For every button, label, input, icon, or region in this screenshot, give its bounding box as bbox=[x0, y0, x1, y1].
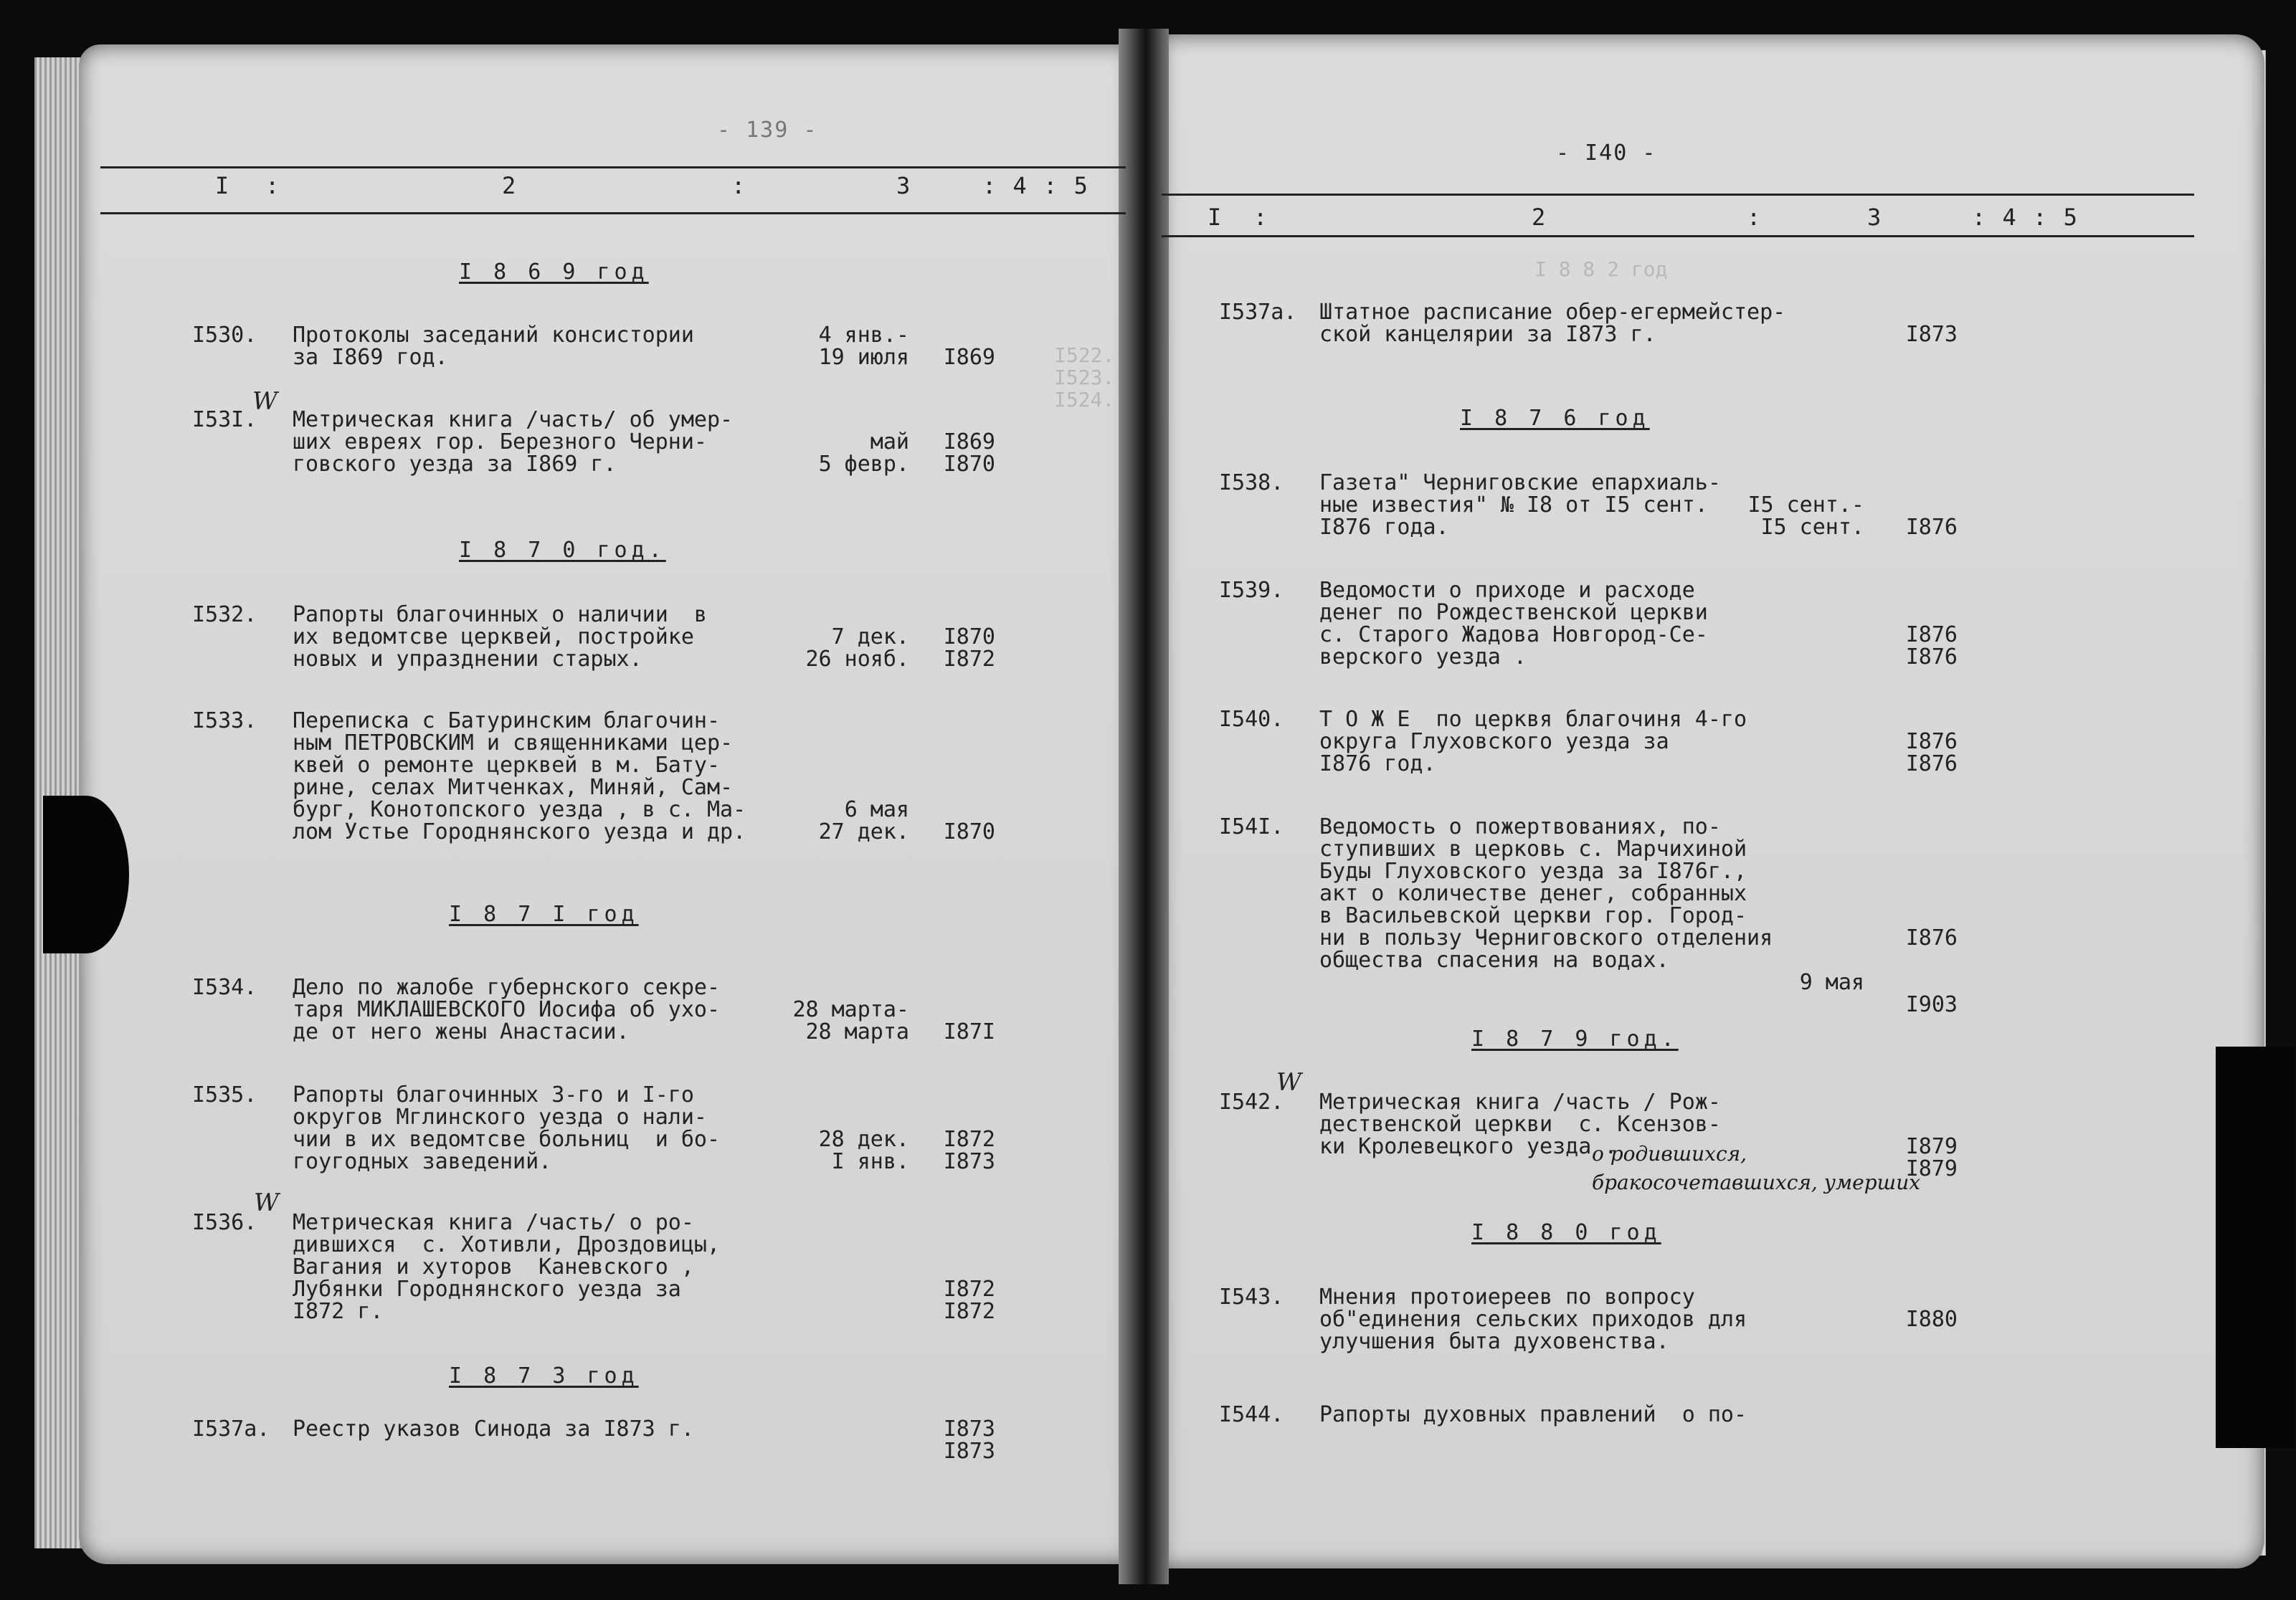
year-heading-1879: I 8 7 9 год. bbox=[1471, 1027, 1679, 1052]
entry-years: I873 bbox=[1905, 322, 1958, 347]
entry-1533 bbox=[192, 710, 995, 846]
entry-1532 bbox=[192, 604, 995, 675]
bleed-through-right: I 8 8 2 год bbox=[1534, 257, 1668, 281]
year-heading-1873: I 8 7 3 год bbox=[449, 1363, 639, 1389]
entry-description: Метрическая книга /часть / Рож- дественской церкви с. Ксензов- ки Кролевецкого уезда . bbox=[1319, 1090, 1721, 1159]
left-sep1: : bbox=[265, 172, 281, 199]
entry-number: I530. bbox=[192, 323, 257, 348]
entry-description: Ведомость о пожертвованиях, по- ступивших в церковь с. Марчихиной Буды Глуховского уезда за I876г., акт о количестве денег, собранных в Васильевской церкви гор. Город- ни в пользу Черниговского отделения общества спасения на водах. bbox=[1319, 814, 1773, 973]
entry-number: I532. bbox=[192, 602, 257, 627]
entry-number: I537а. bbox=[192, 1416, 270, 1442]
left-col3-header: 3 bbox=[896, 172, 912, 199]
entry-number: I539. bbox=[1219, 578, 1284, 603]
entry-description: Мнения протоиереев по вопросу об"единения сельских приходов для улучшения быта духовенства. bbox=[1319, 1285, 1747, 1354]
entry-years: I880 bbox=[1905, 1307, 1958, 1332]
entry-description: Т О Ж Е по церквя благочиня 4-го округа Глуховского уезда за I876 год. bbox=[1319, 707, 1747, 776]
entry-description: Реестр указов Синода за I873 г. bbox=[293, 1416, 694, 1442]
check-mark: W bbox=[252, 387, 277, 416]
entry-1537a-left bbox=[192, 1418, 995, 1468]
entry-number: I536. bbox=[192, 1210, 257, 1235]
entry-description: Дело по жалобе губернского секре- таря МИКЛАШЕВСКОГО Иосифа об ухо- де от него жены Анастасии. bbox=[293, 975, 721, 1044]
left-col1-header: I bbox=[215, 172, 231, 199]
entry-dates: май 5 февр. bbox=[818, 429, 909, 477]
entry-description: Ведомости о приходе и расходе денег по Рождественской церкви с. Старого Жадова Новгород-Се- верского уезда . bbox=[1319, 578, 1708, 670]
entry-dates: 4 янв.- 19 июля bbox=[818, 323, 909, 370]
right-sep1: : bbox=[1253, 204, 1269, 231]
right-col45-header: : 4 : 5 bbox=[1972, 204, 2079, 231]
entry-1536 bbox=[192, 1211, 995, 1326]
entry-number: I540. bbox=[1219, 707, 1284, 732]
year-heading-1870: I 8 7 0 год. bbox=[459, 538, 666, 563]
entry-dates: 9 мая bbox=[1799, 970, 1864, 995]
entry-years: I876 I903 bbox=[1905, 925, 1958, 1017]
entry-years: I869 bbox=[943, 345, 995, 370]
entry-description: Штатное расписание обер-егермейстер- ской канцелярии за I873 г. bbox=[1319, 300, 1786, 347]
entry-description: Метрическая книга /часть/ о ро- дившихся с. Хотивли, Дроздовицы, Вагания и хуторов Каневского , Лубянки Городнянского уезда за I872 г. bbox=[293, 1210, 721, 1324]
handwritten-annotation: о родившихся, бракосочетавшихся, умерших bbox=[1592, 1142, 1921, 1194]
entry-years: I876 I876 bbox=[1905, 622, 1958, 670]
book-gutter bbox=[1119, 29, 1169, 1584]
entry-description: Переписка с Батуринским благочин- ным ПЕТРОВСКИМ и священниками цер- квей о ремонте церквей в м. Бату- рине, селах Митченках, Миняй, Сам- бург, Конотопского уезда , в с. Ма- лом Устье Городнянского уезда и др. bbox=[293, 708, 746, 844]
binder-clip bbox=[2216, 1047, 2295, 1448]
entry-number: I542. bbox=[1219, 1090, 1284, 1115]
right-header-rule-top bbox=[1162, 194, 2194, 196]
entry-description: Метрическая книга /часть/ об умер- ших евреях гор. Березного Черни- говского уезда за I869 г. bbox=[293, 407, 734, 477]
year-heading-1869: I 8 6 9 год bbox=[459, 259, 649, 285]
entry-dates: 6 мая 27 дек. bbox=[818, 797, 909, 844]
entry-1538 bbox=[1219, 472, 1958, 543]
entry-years: I876 bbox=[1905, 515, 1958, 540]
entry-description: Рапорты благочинных 3-го и I-го округов Мглинского уезда о нали- чии в их ведомтсве больниц и бо- гоугодных заведений. bbox=[293, 1082, 721, 1174]
entry-description: Газета" Черниговские епархиаль- ные известия" № I8 от I5 сент. I876 года. bbox=[1319, 470, 1721, 540]
entry-1541 bbox=[1219, 814, 1958, 1017]
torn-notch bbox=[43, 796, 129, 953]
entry-dates: I5 сент.- I5 сент. bbox=[1747, 492, 1864, 540]
entry-number: I53I. bbox=[192, 407, 257, 432]
entry-years: I870 bbox=[943, 819, 995, 844]
entry-number: I538. bbox=[1219, 470, 1284, 495]
entry-dates: 7 дек. 26 нояб. bbox=[805, 624, 909, 672]
right-sep2: : bbox=[1747, 204, 1763, 231]
entry-number: I533. bbox=[192, 708, 257, 733]
entry-number: I534. bbox=[192, 975, 257, 1000]
entry-description: Рапорты благочинных о наличии в их ведомтсве церквей, постройке новых и упразднении старых. bbox=[293, 602, 707, 672]
entry-years: I872 I872 bbox=[943, 1277, 995, 1324]
entry-1534 bbox=[192, 976, 995, 1048]
entry-1539 bbox=[1219, 579, 1958, 672]
left-page-number: - 139 - bbox=[717, 118, 818, 143]
entry-years: I872 I873 bbox=[943, 1127, 995, 1174]
entry-number: I537а. bbox=[1219, 300, 1297, 325]
entry-years: I869 I870 bbox=[943, 429, 995, 477]
entry-1531 bbox=[192, 409, 995, 480]
year-heading-1880: I 8 8 0 год bbox=[1471, 1220, 1661, 1245]
entry-years: I873 I873 bbox=[943, 1416, 995, 1464]
entry-description: Протоколы заседаний консистории за I869 год. bbox=[293, 323, 694, 370]
left-sep2: : bbox=[731, 172, 747, 199]
entry-years: I876 I876 bbox=[1905, 729, 1958, 776]
entry-number: I54I. bbox=[1219, 814, 1284, 839]
year-heading-1876: I 8 7 6 год bbox=[1460, 406, 1650, 431]
entry-years: I87I bbox=[943, 1019, 995, 1044]
entry-1543 bbox=[1219, 1286, 1958, 1358]
entry-number: I535. bbox=[192, 1082, 257, 1108]
entry-1544 bbox=[1219, 1404, 1958, 1432]
entry-years: I879 I879 bbox=[1905, 1134, 1958, 1181]
left-header-rule-top bbox=[100, 166, 1126, 168]
check-mark: W bbox=[254, 1189, 279, 1217]
left-header-rule-bottom bbox=[100, 212, 1126, 214]
entry-1530 bbox=[192, 324, 995, 374]
entry-number: I543. bbox=[1219, 1285, 1284, 1310]
right-page-number: - I40 - bbox=[1556, 141, 1657, 166]
right-col2-header: 2 bbox=[1532, 204, 1547, 231]
entry-1540 bbox=[1219, 708, 1958, 780]
entry-1537a-right bbox=[1219, 301, 1958, 351]
year-heading-1871: I 8 7 I год bbox=[449, 902, 639, 927]
entry-1535 bbox=[192, 1084, 995, 1177]
entry-dates: 28 дек. I янв. bbox=[818, 1127, 909, 1174]
entry-dates: 28 марта- 28 марта bbox=[792, 997, 909, 1044]
left-col45-header: : 4 : 5 bbox=[982, 172, 1089, 199]
entry-description: Рапорты духовных правлений о по- bbox=[1319, 1402, 1747, 1427]
entry-number: I544. bbox=[1219, 1402, 1284, 1427]
entry-years: I870 I872 bbox=[943, 624, 995, 672]
right-col3-header: 3 bbox=[1867, 204, 1883, 231]
bleed-through-left: I522. I523. I524. bbox=[1054, 343, 1115, 411]
right-header-rule-bottom bbox=[1162, 235, 2194, 237]
left-col2-header: 2 bbox=[502, 172, 518, 199]
right-col1-header: I bbox=[1208, 204, 1223, 231]
check-mark: W bbox=[1276, 1068, 1301, 1097]
